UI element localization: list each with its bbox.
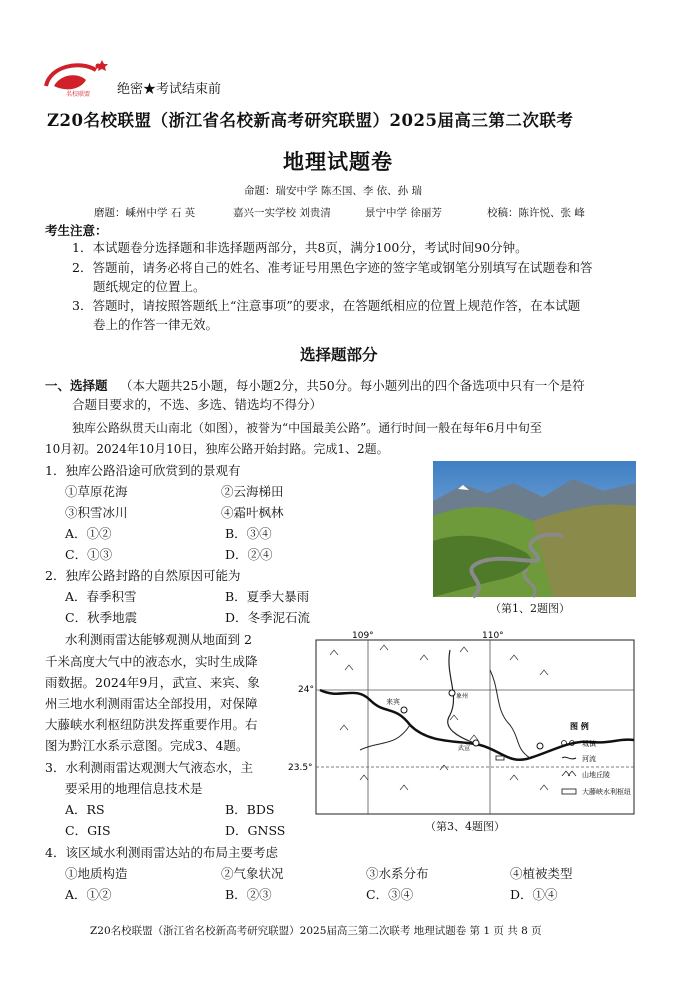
road-photo — [433, 461, 636, 597]
q3-stem: 要采用的地理信息技术是 — [65, 781, 203, 796]
passage-1: 独库公路纵贯天山南北（如图），被誉为“中国最美公路”。通行时间一般在每年6月中旬至 — [72, 421, 542, 435]
svg-text:河流: 河流 — [582, 755, 596, 763]
q1-option: ④霜叶枫林 — [221, 505, 284, 520]
q3-choice-c[interactable]: C．GIS — [65, 823, 111, 838]
passage-2: 雨数据。2024年9月，武宣、来宾、象 — [45, 675, 260, 690]
q2-stem: 2．独库公路封路的自然原因可能为 — [45, 568, 241, 583]
map-legend — [562, 721, 632, 796]
dam-symbol — [496, 756, 504, 760]
svg-text:图 例: 图 例 — [570, 722, 589, 731]
q1-option: ③积雪冰川 — [65, 505, 128, 520]
logo-caption: 名校联盟 — [66, 91, 91, 98]
part-desc: 合题目要求的，不选、多选、错选均不得分） — [72, 397, 323, 412]
lat-label-24: 24° — [298, 685, 314, 695]
lon-label-110: 110° — [482, 631, 504, 641]
notice-title: 考生注意： — [45, 223, 108, 238]
secret-label: 绝密★考试结束前 — [117, 82, 222, 97]
q1-choice-b[interactable]: B．③④ — [225, 526, 272, 541]
svg-text:城镇: 城镇 — [582, 740, 596, 748]
city-symbols — [401, 690, 543, 749]
passage-2: 大藤峡水利枢纽防洪发挥重要作用。右 — [45, 717, 258, 732]
q3-stem: 3．水利测雨雷达观测大气液态水，主 — [45, 760, 253, 775]
hill-symbols — [330, 645, 548, 790]
passage-2: 州三地水利测雨雷达全部投用，对保障 — [45, 696, 258, 711]
city-label-laibin: 来宾 — [386, 698, 400, 706]
q4-choice-d[interactable]: D．①④ — [510, 887, 558, 902]
q4-option: ④植被类型 — [510, 866, 573, 881]
q2-choice-c[interactable]: C．秋季地震 — [65, 610, 138, 625]
q1-option: ②云海梯田 — [221, 484, 284, 499]
q1-choice-d[interactable]: D．②④ — [225, 547, 273, 562]
page-footer: Z20名校联盟（浙江省名校新高考研究联盟）2025届高三第二次联考 地理试题卷 第 1 页 共 8 页 — [90, 925, 542, 937]
credits-authors: 命题：瑞安中学 陈丕国、李 依、孙 瑞 — [244, 185, 423, 197]
city-label-wuxuan: 武宣 — [458, 745, 471, 752]
credits-reviewer-2: 嘉兴一实学校 刘贵清 — [233, 207, 331, 219]
notice-item: 1．本试题卷分选择题和非选择题两部分，共8页，满分100分，考试时间90分钟。 — [72, 240, 528, 255]
q3-choice-d[interactable]: D．GNSS — [225, 823, 286, 838]
svg-text:大藤峡水利枢纽: 大藤峡水利枢纽 — [582, 788, 631, 796]
part-desc: （本大题共25小题，每小题2分，共50分。每小题列出的四个备选项中只有一个是符 — [120, 378, 585, 393]
passage-2: 图为黔江水系示意图。完成3、4题。 — [45, 738, 249, 753]
q4-option: ③水系分布 — [366, 866, 429, 881]
photo-caption: （第1、2题图） — [490, 602, 570, 615]
q3-choice-a[interactable]: A．RS — [65, 802, 105, 817]
lon-label-109: 109° — [352, 631, 374, 641]
notice-item: 卷上的作答一律无效。 — [93, 317, 219, 332]
q3-choice-b[interactable]: B．BDS — [225, 802, 275, 817]
svg-text:山地丘陵: 山地丘陵 — [582, 771, 610, 779]
q1-option: ①草原花海 — [65, 484, 128, 499]
q4-option: ①地质构造 — [65, 866, 128, 881]
q1-choice-c[interactable]: C．①③ — [65, 547, 113, 562]
q4-choice-c[interactable]: C．③④ — [366, 887, 414, 902]
q4-stem: 4．该区域水利测雨雷达站的布局主要考虑 — [45, 845, 278, 860]
notice-item: 2．答题前，请务必将自己的姓名、准考证号用黑色字迹的签字笔或钢笔分别填写在试题卷和答 — [72, 260, 593, 275]
passage-2: 千米高度大气中的液态水，实时生成降 — [45, 654, 258, 669]
map-caption: （第3、4题图） — [425, 820, 505, 833]
lat-label-23-5: 23.5° — [288, 763, 313, 773]
logo — [40, 56, 112, 104]
credits-reviewer-1: 磨题：嵊州中学 石 英 — [94, 207, 196, 219]
notice-item: 题纸规定的位置上。 — [93, 279, 206, 294]
city-label-xiangzhou: 象州 — [456, 693, 469, 700]
q2-choice-a[interactable]: A．春季积雪 — [65, 589, 137, 604]
section-title: 选择题部分 — [300, 345, 378, 364]
q1-stem: 1．独库公路沿途可欣赏到的景观有 — [45, 463, 241, 478]
subject-title: 地理试题卷 — [283, 149, 393, 174]
q4-option: ②气象状况 — [221, 866, 284, 881]
notice-item: 3．答题时，请按照答题纸上“注意事项”的要求，在答题纸相应的位置上规范作答，在本试题 — [72, 298, 581, 313]
exam-title: Z20名校联盟（浙江省名校新高考研究联盟）2025届高三第二次联考 — [47, 111, 574, 130]
part-label: 一、选择题 — [45, 378, 108, 393]
q4-choice-b[interactable]: B．②③ — [225, 887, 272, 902]
credits-proofreader: 校稿：陈许悦、张 峰 — [487, 207, 585, 219]
q2-choice-d[interactable]: D．冬季泥石流 — [225, 610, 311, 625]
passage-1: 10月初。2024年10月10日，独库公路开始封路。完成1、2题。 — [45, 442, 389, 456]
q2-choice-b[interactable]: B．夏季大暴雨 — [225, 589, 310, 604]
river-map — [288, 630, 640, 818]
q1-choice-a[interactable]: A．①② — [65, 526, 112, 541]
credits-reviewer-3: 景宁中学 徐丽芳 — [365, 207, 442, 219]
passage-2: 水利测雨雷达能够观测从地面到 2 — [65, 632, 252, 647]
q4-choice-a[interactable]: A．①② — [65, 887, 112, 902]
